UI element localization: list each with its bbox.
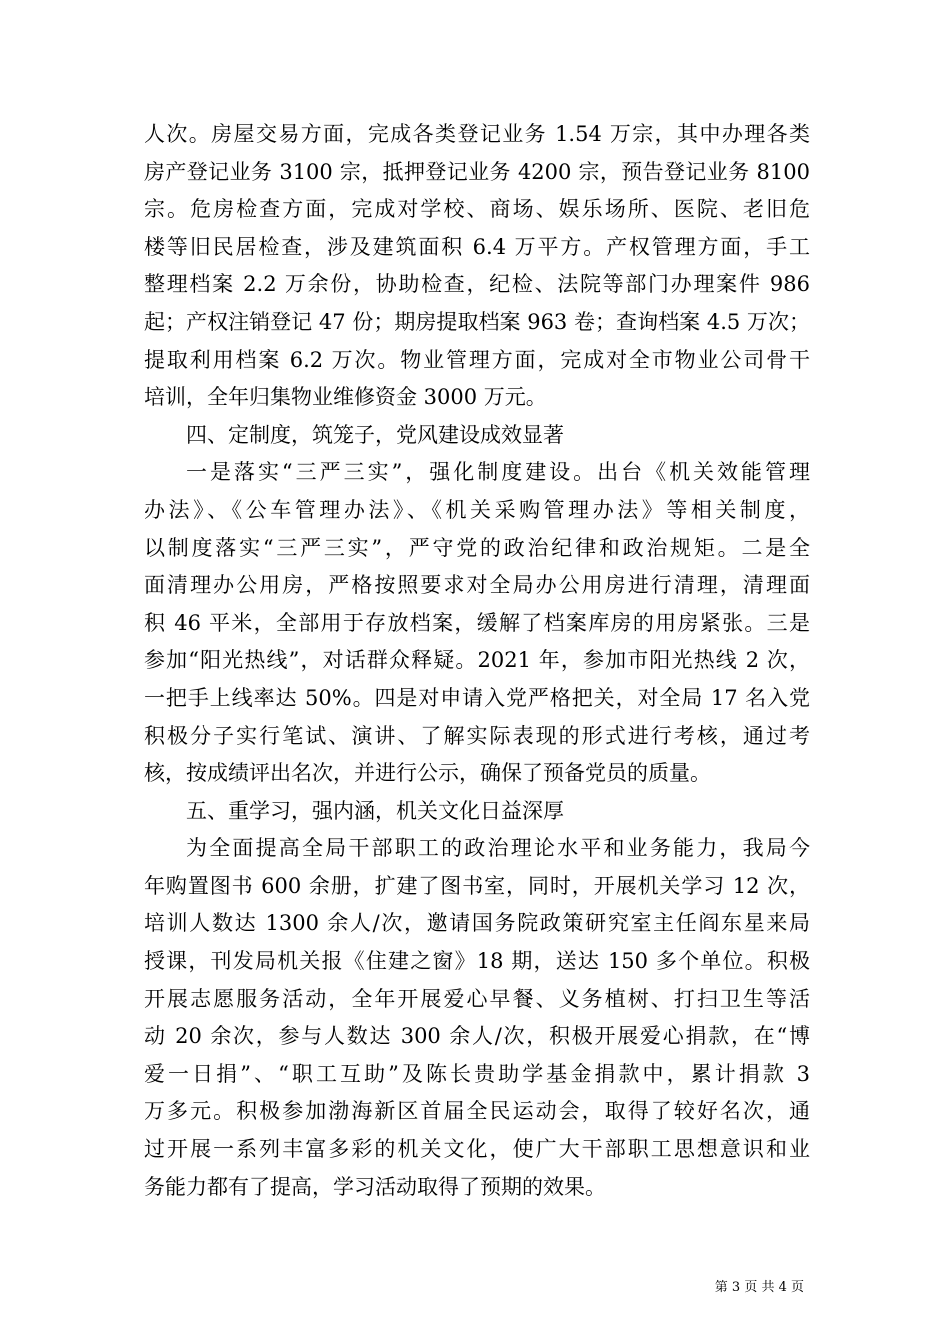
section-heading: 五、重学习，强内涵，机关文化日益深厚	[186, 798, 564, 823]
text-line: 楼等旧民居检查，涉及建筑面积 6.4 万平方。产权管理方面，手工	[144, 234, 810, 259]
text-line: 以制度落实“三严三实”，严守党的政治纪律和政治规矩。二是全	[144, 535, 810, 560]
text-line: 面清理办公用房，严格按照要求对全局办公用房进行清理，清理面	[144, 573, 810, 598]
text-line: 开展志愿服务活动，全年开展爱心早餐、义务植树、打扫卫生等活	[144, 986, 810, 1011]
text-line: 培训人数达 1300 余人/次，邀请国务院政策研究室主任阎东星来局	[144, 911, 810, 936]
document-body	[144, 116, 810, 1206]
text-line: 一把手上线率达 50%。四是对申请入党严格把关，对全局 17 名入党	[144, 685, 810, 710]
text-line: 核，按成绩评出名次，并进行公示，确保了预备党员的质量。	[144, 761, 711, 786]
text-line: 房产登记业务 3100 宗，抵押登记业务 4200 宗，预告登记业务 8100	[144, 159, 810, 184]
text-line: 宗。危房检查方面，完成对学校、商场、娱乐场所、医院、老旧危	[144, 197, 810, 222]
text-line: 提取利用档案 6.2 万次。物业管理方面，完成对全市物业公司骨干	[144, 347, 810, 372]
text-line: 整理档案 2.2 万余份，协助检查，纪检、法院等部门办理案件 986	[144, 272, 810, 297]
text-line: 年购置图书 600 余册，扩建了图书室，同时，开展机关学习 12 次，	[144, 873, 810, 898]
text-line: 授课，刊发局机关报《住建之窗》18 期，送达 150 多个单位。积极	[144, 949, 810, 974]
text-line: 参加“阳光热线”，对话群众释疑。2021 年，参加市阳光热线 2 次，	[144, 648, 810, 673]
text-line: 办法》、《公车管理办法》、《机关采购管理办法》等相关制度，	[144, 497, 810, 522]
text-line: 起；产权注销登记 47 份；期房提取档案 963 卷；查询档案 4.5 万次；	[144, 309, 810, 334]
text-line: 过开展一系列丰富多彩的机关文化，使广大干部职工思想意识和业	[144, 1137, 810, 1162]
text-line: 培训，全年归集物业维修资金 3000 万元。	[144, 385, 547, 410]
text-line: 积 46 平米，全部用于存放档案，缓解了档案库房的用房紧张。三是	[144, 610, 810, 635]
text-line: 一是落实“三严三实”，强化制度建设。出台《机关效能管理	[186, 460, 810, 485]
text-line: 爱一日捐”、“职工互助”及陈长贵助学基金捐款中，累计捐款 3	[144, 1061, 810, 1086]
page-number: 第 3 页 共 4 页	[714, 1280, 804, 1295]
text-line: 积极分子实行笔试、演讲、了解实际表现的形式进行考核，通过考	[144, 723, 810, 748]
text-line: 动 20 余次，参与人数达 300 余人/次，积极开展爱心捐款，在“博	[144, 1024, 810, 1049]
text-line: 务能力都有了提高，学习活动取得了预期的效果。	[144, 1174, 606, 1199]
text-line: 万多元。积极参加渤海新区首届全民运动会，取得了较好名次，通	[144, 1099, 810, 1124]
text-line: 人次。房屋交易方面，完成各类登记业务 1.54 万宗，其中办理各类	[144, 122, 810, 146]
text-line: 为全面提高全局干部职工的政治理论水平和业务能力，我局今	[186, 836, 810, 861]
section-heading: 四、定制度，筑笼子，党风建设成效显著	[186, 422, 564, 447]
